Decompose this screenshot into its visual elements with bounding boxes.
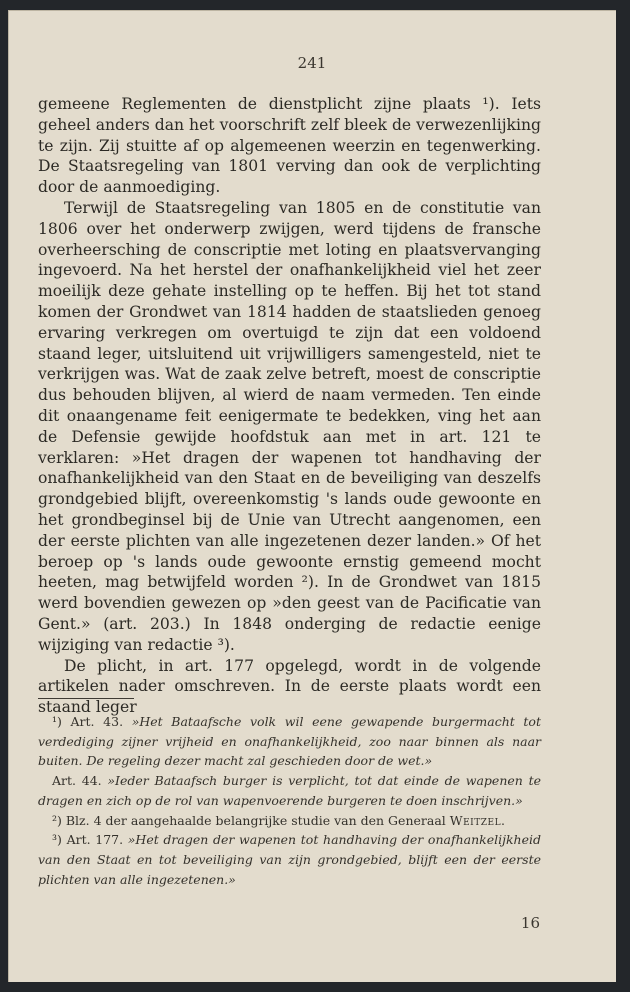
paragraph: Terwijl de Staatsregeling van 1805 en de constitutie van 1806 over het onderwerp zwijgen, werd tijdens de fransche overheersching de conscriptie met loting en plaatsvervanging ingevoerd. Na het herstel der onafhankelijkheid viel het zeer moeilijk deze gehate instelling op te heffen. Bij het tot stand komen der Grondwet van 1814 hadden de staatslieden genoeg ervaring verkregen om overtuigd te zijn dat een voldoend staand leger, uitsluitend uit vrijwilligers samengesteld, niet te verkrijgen was. Wat de zaak zelve betreft, moest de conscriptie dus behouden blijven, al wierd de naam vermeden. Ten einde dit onaangename feit eenigermate te bedekken, ving het aan de Defensie gewijde hoofdstuk aan met in art. 121 te verklaren: »Het dragen der wapenen tot handhaving der onafhankelijkheid van den Staat en de beveiliging van deszelfs grondgebied blijft, overeenkomstig 's lands oude gewoonte en het grondbeginsel bij de Unie van Utrecht aangenomen, een der eerste plichten van alle ingezetenen dezer landen.» Of het beroep op 's lands oude gewoonte ernstig gemeend mocht heeten, mag betwijfeld worden ²). In de Grondwet van 1815 werd bovendien gewezen op »den geest van de Pacificatie van Gent.» (art. 203.) In 1848 onderging de redactie eenige wijziging van redactie ³). <box>38 198 541 654</box>
signature-mark: 16 <box>520 914 540 932</box>
footnote <box>38 712 541 771</box>
main-text <box>38 94 541 718</box>
footnote-author: Weitzel. <box>449 812 506 828</box>
footnote-article: Art. 44. <box>52 773 102 789</box>
footnote-marker: ³) <box>52 832 62 848</box>
footnote-marker: ¹) <box>52 714 62 729</box>
footnote-divider <box>38 698 134 699</box>
footnote-quote: »Het dragen der wapenen tot handhaving der onafhankelijkheid van den Staat en tot beveiliging van zijn grondgebied, blijft een der eerste plichten van alle ingezetenen.» <box>38 832 541 887</box>
book-page <box>8 10 616 982</box>
footnote-article: Art. 177. <box>66 832 124 848</box>
page-number: 241 <box>297 54 327 72</box>
footnote-text: Blz. 4 der aangehaalde belangrijke studie van den Generaal <box>65 812 446 828</box>
footnote <box>38 830 541 889</box>
footnote-article: Art. 43. <box>70 714 124 729</box>
footnote <box>38 771 541 810</box>
footnote <box>38 811 541 831</box>
footnotes <box>38 712 541 889</box>
footnote-quote: »Het Bataafsche volk wil eene gewapende burgermacht tot verdediging zijner vrijheid en onafhankelijkheid, zoo naar binnen als naar buiten. De regeling dezer macht zal geschieden door de wet.» <box>38 714 541 769</box>
footnote-quote: »Ieder Bataafsch burger is verplicht, tot dat einde de wapenen te dragen en zich op de rol van wapenvoerende burgeren te doen inschrijven.» <box>38 773 542 808</box>
paragraph: De plicht, in art. 177 opgelegd, wordt in de volgende artikelen nader omschreven. In de eerste plaats wordt een staand leger <box>38 656 541 717</box>
paragraph: gemeene Reglementen de dienstplicht zijne plaats ¹). Iets geheel anders dan het voorschrift zelf bleek de verwezenlijking te zijn. Zij stuitte af op algemeenen weerzin en tegenwerking. De Staatsregeling van 1801 verving dan ook de verplichting door de aanmoediging. <box>38 95 541 197</box>
footnote-marker: ²) <box>52 812 62 828</box>
